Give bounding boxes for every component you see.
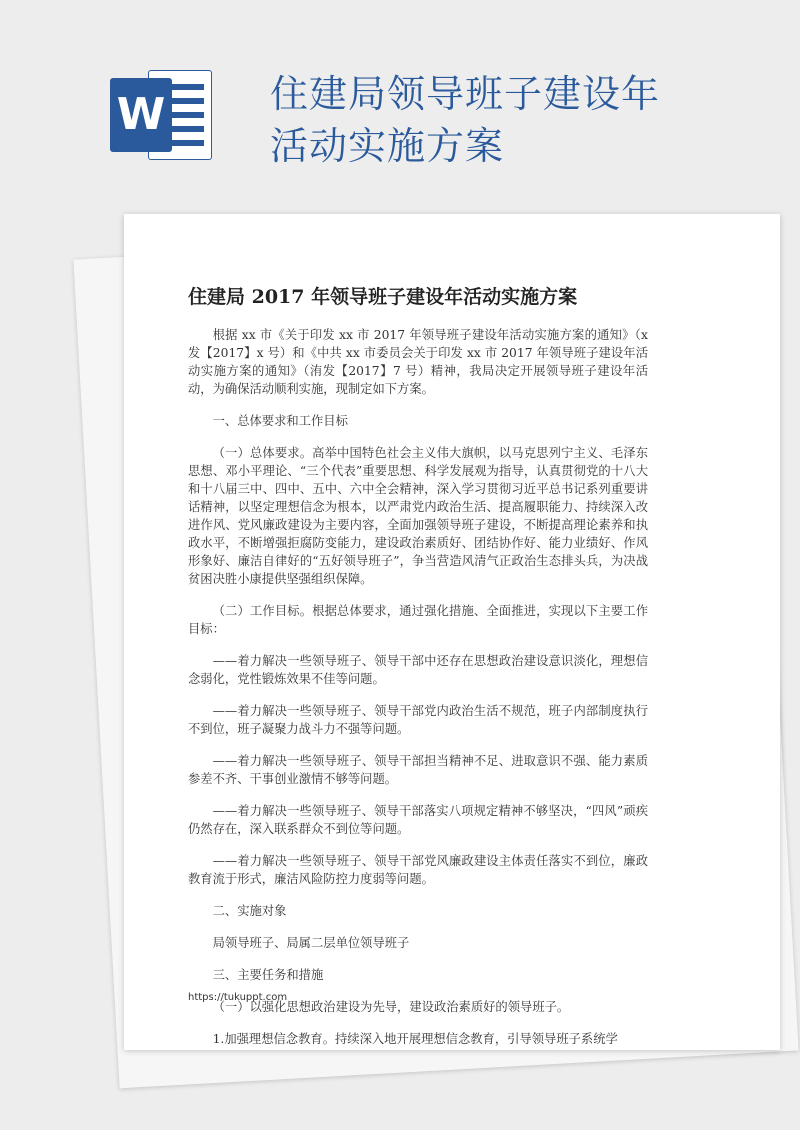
paragraph-work-goals: （二）工作目标。根据总体要求，通过强化措施、全面推进，实现以下主要工作目标： (188, 604, 648, 636)
footer-url: https://tukuppt.com (188, 992, 288, 1003)
paragraph-targets: 局领导班子、局属二层单位领导班子 (212, 936, 410, 950)
paragraph-overall-requirements: （一）总体要求。高举中国特色社会主义伟大旗帜，以马克思列宁主义、毛泽东思想、邓小平理论、“三个代表”重要思想、科学发展观为指导，认真贯彻党的十八大和十八届三中、四中、五中、六中全会精神，深入学习贯彻习近平总书记系列重要讲话精神，以坚定理想信念为根本，以严肃党内政治生活、提高履职能力、持续深入改进作风、党风廉政建设为主要内容，全面加强领导班子建设，不断提高理论素养和执政水平，不断增强拒腐防变能力，建设政治素质好、团结协作好、能力业绩好、作风形象好、廉洁自律好的“五好领导班子”，争当营造风清气正政治生态排头兵，为决战贫困决胜小康提供坚强组织保障。 (188, 446, 648, 586)
section-heading-2: 二、实施对象 (212, 904, 287, 918)
document-body (188, 326, 648, 1050)
document-page (124, 214, 780, 1050)
paragraph-goal-2: ——着力解决一些领导班子、领导干部党内政治生活不规范，班子内部制度执行不到位，班子凝聚力战斗力不强等问题。 (188, 704, 648, 736)
paragraph-goal-5: ——着力解决一些领导班子、领导干部党风廉政建设主体责任落实不到位，廉政教育流于形式，廉洁风险防控力度弱等问题。 (188, 854, 648, 886)
paragraph-item-1: 1.加强理想信念教育。持续深入地开展理想信念教育，引导领导班子系统学 (212, 1032, 618, 1046)
header-title-line1: 住建局领导班子建设年 (270, 72, 661, 116)
word-badge: W (110, 78, 172, 152)
paragraph-subsection-1: （一）以强化思想政治建设为先导，建设政治素质好的领导班子。 (212, 1000, 570, 1014)
word-icon (110, 70, 215, 160)
header-title-line2: 活动实施方案 (270, 124, 505, 168)
header-title (270, 68, 710, 172)
section-heading-1: 一、总体要求和工作目标 (212, 414, 348, 428)
paragraph-intro: 根据 xx 市《关于印发 xx 市 2017 年领导班子建设年活动实施方案的通知》（x 发【2017】x 号）和《中共 xx 市委员会关于印发 xx 市 2017 年领导班子建设年活动实施方案的通知》（洧发【2017】7 号）精神，我局决定开展领导班子建设年活动，为确保活动顺利实施，现制定如下方案。 (188, 328, 648, 396)
section-heading-3: 三、主要任务和措施 (212, 968, 324, 982)
paragraph-goal-4: ——着力解决一些领导班子、领导干部落实八项规定精神不够坚决，“四风”顽疾仍然存在，深入联系群众不到位等问题。 (188, 804, 648, 836)
paragraph-goal-3: ——着力解决一些领导班子、领导干部担当精神不足、进取意识不强、能力素质参差不齐、干事创业激情不够等问题。 (188, 754, 648, 786)
paragraph-goal-1: ——着力解决一些领导班子、领导干部中还存在思想政治建设意识淡化，理想信念弱化，党性锻炼效果不佳等问题。 (188, 654, 648, 686)
document-title: 住建局 2017 年领导班子建设年活动实施方案 (188, 286, 578, 308)
header (0, 0, 800, 210)
